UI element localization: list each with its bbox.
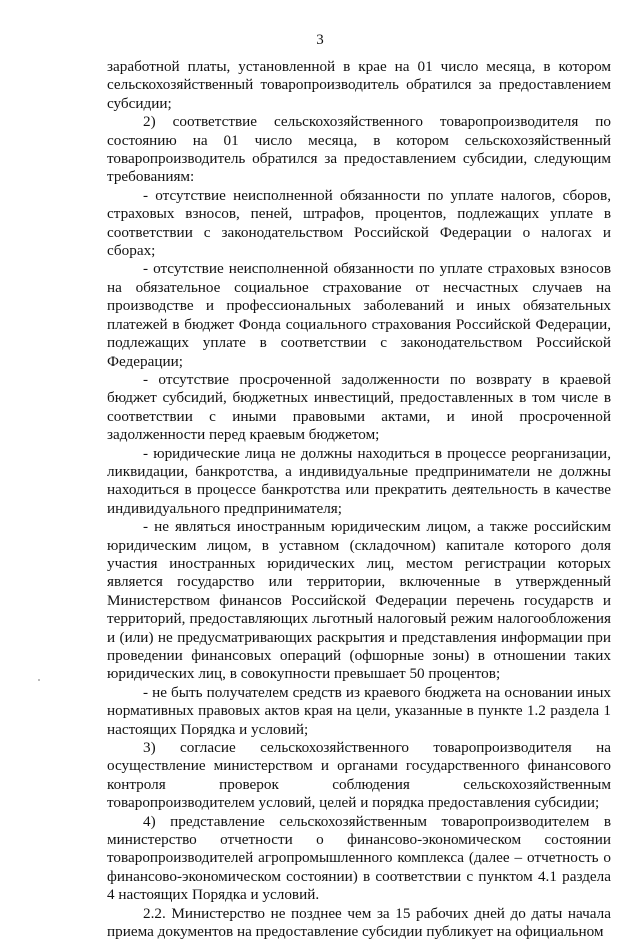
- paragraph-item-2: 2) соответствие сельскохозяйственного товаропроизводителя по состоянию на 01 число месяца, в котором сельскохозяйственный товаропроизводитель обратился за предоставлением субсидии, следующим требованиям:: [107, 113, 611, 186]
- paragraph-requirement-debt: - отсутствие просроченной задолженности по возврату в краевой бюджет субсидий, бюджетных инвестиций, предоставленных в том числе в соответствии с иными правовыми актами, и иной просроченной задолженности перед краевым бюджетом;: [107, 370, 611, 444]
- paragraph-item-3: 3) согласие сельскохозяйственного товаропроизводителя на осуществление министерством и органами государственного финансового контроля проверок соблюдения сельскохозяйственным товаропроизводителем условий, целей и порядка предоставления субсидии;: [107, 739, 611, 812]
- page-number: 3: [316, 32, 324, 48]
- paragraph-continuation: заработной платы, установленной в крае на 01 число месяца, в котором сельскохозяйственный товаропроизводитель обратился за предоставлением субсидии;: [107, 58, 611, 112]
- paragraph-requirement-insurance: - отсутствие неисполненной обязанности по уплате страховых взносов на обязательное социальное страхование от несчастных случаев на производстве и профессиональных заболеваний и иных обязательных платежей в бюджет Фонда социального страхования Российской Федерации, подлежащих уплате в соответствии с законодательством Российской Федерации;: [107, 260, 611, 370]
- paragraph-requirement-foreign-entity: - не являться иностранным юридическим лицом, а также российским юридическим лицом, в уставном (складочном) капитале которого доля участия иностранных юридических лиц, местом регистрации которых является государство или территории, включенные в утвержденный Министерством финансов Российской Федерации перечень государств и территорий, предоставляющих льготный налоговый режим налогообложения и (или) не предусматривающих раскрытия и представления информации при проведении финансовых операций (офшорные зоны) в отношении таких юридических лиц, в совокупности превышает 50 процентов;: [107, 518, 611, 683]
- margin-speck: [38, 679, 40, 681]
- paragraph-requirement-other-funds: - не быть получателем средств из краевого бюджета на основании иных нормативных правовых актов края на цели, указанные в пункте 1.2 раздела 1 настоящих Порядка и условий;: [107, 683, 611, 738]
- paragraph-section-2-2: 2.2. Министерство не позднее чем за 15 рабочих дней до даты начала приема документов на предоставление субсидии публикует на официальном: [107, 904, 611, 941]
- paragraph-item-4: 4) представление сельскохозяйственным товаропроизводителем в министерство отчетности о финансово-экономическом состоянии товаропроизводителей агропромышленного комплекса (далее – отчетность о финансово-экономическом состоянии) в соответствии с пунктом 4.1 раздела 4 настоящих Порядка и условий.: [107, 812, 611, 904]
- paragraph-requirement-taxes: - отсутствие неисполненной обязанности по уплате налогов, сборов, страховых взносов, пеней, штрафов, процентов, подлежащих уплате в соответствии с законодательством Российской Федерации о налогах и сборах;: [107, 186, 611, 260]
- document-body: [107, 58, 611, 942]
- paragraph-requirement-reorganization: - юридические лица не должны находиться в процессе реорганизации, ликвидации, банкротства, а индивидуальные предприниматели не должны находиться в процессе банкротства или прекратить деятельность в качестве индивидуального предпринимателя;: [107, 444, 611, 517]
